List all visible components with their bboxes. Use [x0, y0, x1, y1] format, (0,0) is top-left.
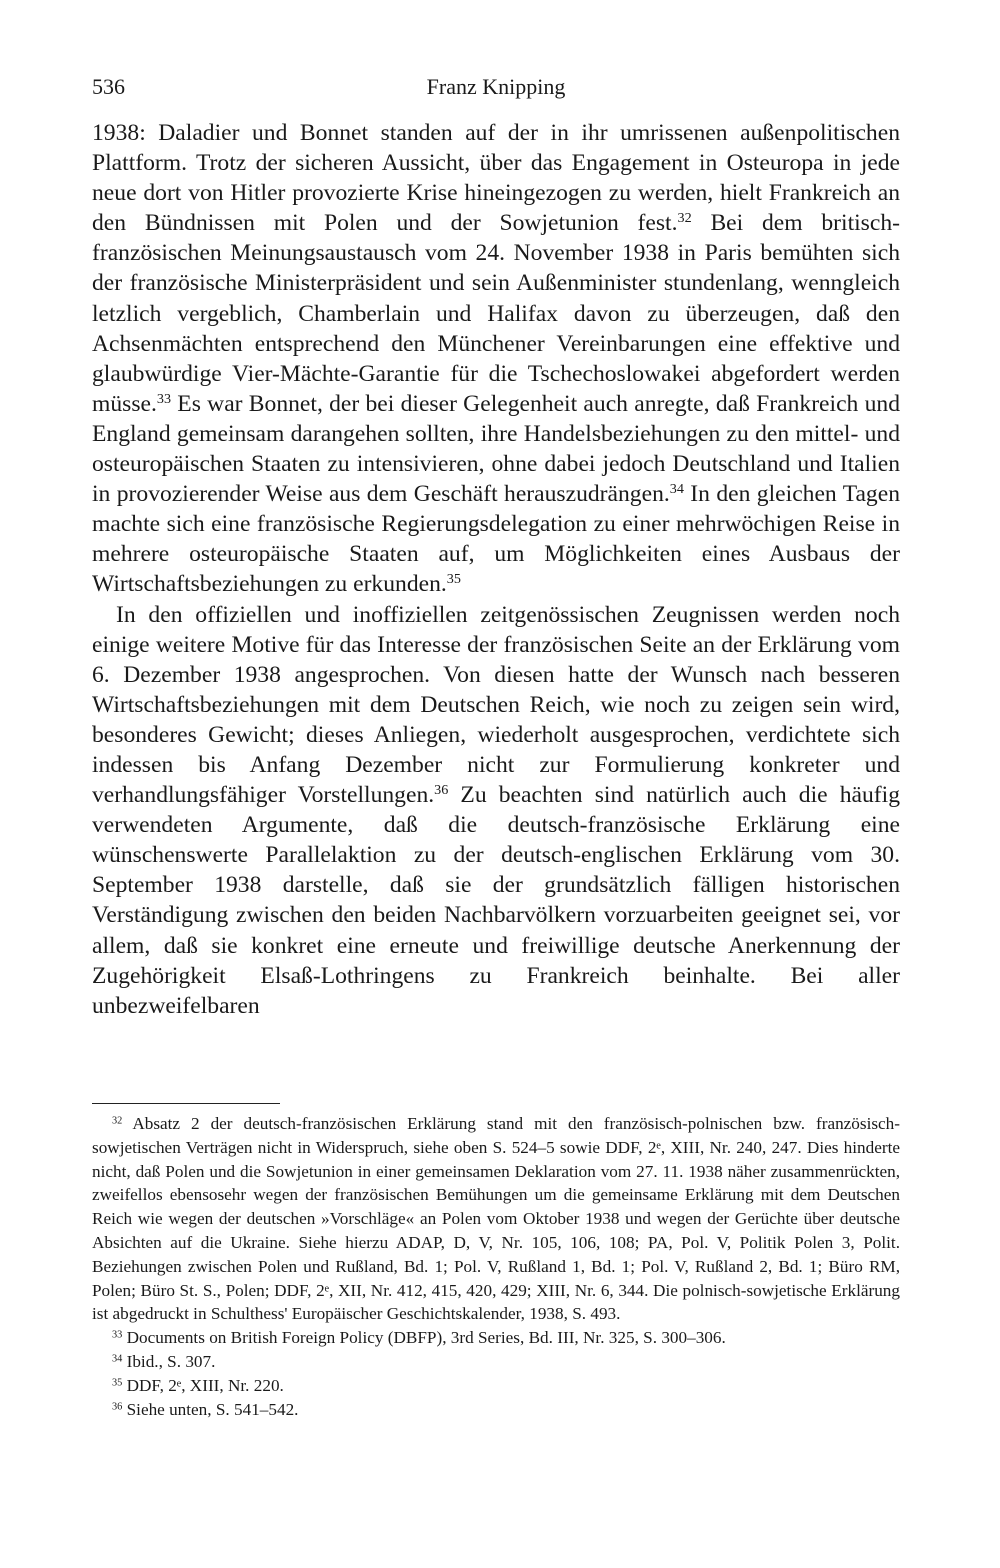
footnote-text: DDF, 2ᵉ, XIII, Nr. 220. — [122, 1375, 284, 1395]
footnote-number: 36 — [112, 1400, 123, 1412]
running-title: Franz Knipping — [426, 74, 566, 99]
footnote-ref: 36 — [434, 782, 449, 799]
paragraph — [92, 118, 900, 600]
page-number: 536 — [92, 74, 125, 99]
page-header — [92, 74, 900, 104]
footnote-number: 35 — [112, 1377, 123, 1389]
footnotes — [92, 1112, 900, 1421]
text-run: In den gleichen Tagen machte sich eine französische Regierungsdelegation zu einer mehrwöchigen Reise in mehrere osteuropäische Staaten auf, um Möglichkeiten eines Ausbaus der Wirtschaftsbeziehungen zu erkunden. — [92, 481, 900, 598]
footnote-text: Absatz 2 der deutsch-französischen Erklärung stand mit den französisch-polnischen bzw. französisch-sowjetischen Verträgen nicht in Widerspruch, siehe oben S. 524–5 sowie DDF, 2ᵉ, XIII, Nr. 240, 247. Dies hinderte nicht, daß Polen und die Sowjetunion in einer gemeinsamen Deklaration vom 27. 11. 1938 näher zusammenrückten, zweifellos ebensosehr wegen der französischen Bemühungen um die gemeinsame Erklärung mit dem Deutschen Reich wie wegen der deutschen »Vorschläge« an Polen vom Oktober 1938 und wegen der Gerüchte über deutsche Absichten auf die Ukraine. Siehe hierzu ADAP, D, V, Nr. 105, 106, 108; PA, Pol. V, Politik Polen 3, Polit. Beziehungen zwischen Polen und Rußland, Bd. 1; Pol. V, Rußland 1, Bd. 1; Pol. V, Rußland 2, Bd. 1; Büro RM, Polen; Büro St. S., Polen; DDF, 2ᵉ, XII, Nr. 412, 415, 420, 429; XIII, Nr. 6, 344. Die polnisch-sowjetische Erklärung ist abgedruckt in Schulthess' Europäischer Geschichtskalender, 1938, S. 493. — [92, 1114, 900, 1324]
footnote-text: Siehe unten, S. 541–542. — [122, 1399, 299, 1419]
footnote-text: Documents on British Foreign Policy (DBFP), 3rd Series, Bd. III, Nr. 325, S. 300–306. — [122, 1328, 726, 1348]
footnote — [92, 1374, 900, 1398]
text-run: Bei dem britisch-französischen Meinungsaustausch vom 24. November 1938 in Paris bemühten sich der französische Ministerpräsident und sein Außenminister stundenlang, wenngleich letzlich vergeblich, Chamberlain und Halifax davon zu überzeugen, daß den Achsenmächten entsprechend den Münchener Vereinbarungen eine effektive und glaubwürdige Vier-Mächte-Garantie für die Tschechoslowakei abgefordert werden müsse. — [92, 210, 900, 417]
footnote — [92, 1398, 900, 1422]
footnote-ref: 34 — [669, 481, 684, 498]
footnote-ref: 35 — [446, 571, 461, 588]
footnote-ref: 33 — [156, 391, 172, 408]
footnote-text: Ibid., S. 307. — [122, 1351, 216, 1371]
text-run: In den offiziellen und inoffiziellen zeitgenössischen Zeugnissen werden noch einige weitere Motive für das Interesse der französischen Seite an der Erklärung vom 6. Dezember 1938 angesprochen. Von diesen hatte der Wunsch nach besseren Wirtschaftsbeziehungen mit dem Deutschen Reich, wie noch zu zeigen sein wird, besonderes Gewicht; dieses Anliegen, wiederholt ausgesprochen, verdichtete sich indessen bis Anfang Dezember nicht zur Formulierung konkreter und verhandlungsfähiger Vorstellungen. — [92, 601, 900, 809]
footnote-separator — [92, 1103, 280, 1104]
main-text — [92, 118, 900, 1021]
text-run: Es war Bonnet, der bei dieser Gelegenheit auch anregte, daß Frankreich und England gemeinsam darangehen sollten, ihre Handelsbeziehungen zu den mittel- und osteuropäischen Staaten zu intensivieren, ohne dabei jedoch Deutschland und Italien in provozierender Weise aus dem Geschäft herauszudrängen. — [92, 390, 900, 508]
paragraph — [92, 600, 900, 1021]
footnote-ref: 32 — [677, 210, 692, 227]
footnote — [92, 1326, 900, 1350]
text-run: Zu beachten sind natürlich auch die häufig verwendeten Argumente, daß die deutsch-französische Erklärung eine wünschenswerte Parallelaktion zu der deutsch-englischen Erklärung vom 30. September 1938 darstelle, daß sie der grundsätzlich fälligen historischen Verständigung zwischen den beiden Nachbarvölkern vorzuarbeiten geeignet sei, vor allem, daß sie konkret eine erneute und freiwillige deutsche Anerkennung der Zugehörigkeit Elsaß-Lothringens zu Frankreich beinhalte. Bei aller unbezweifelbaren — [92, 782, 900, 1019]
text-run: 1938: Daladier und Bonnet standen auf der in ihr umrissenen außenpolitischen Plattform. Trotz der sicheren Aussicht, über das Engagement in Osteuropa in jede neue dort von Hitler provozierte Krise hineingezogen zu werden, hielt Frankreich an den Bündnissen mit Polen und der Sowjetunion fest. — [92, 120, 900, 237]
footnote-number: 34 — [112, 1353, 123, 1365]
footnote-number: 32 — [112, 1115, 123, 1127]
footnote — [92, 1350, 900, 1374]
footnote-number: 33 — [112, 1329, 123, 1341]
footnote — [92, 1112, 900, 1326]
